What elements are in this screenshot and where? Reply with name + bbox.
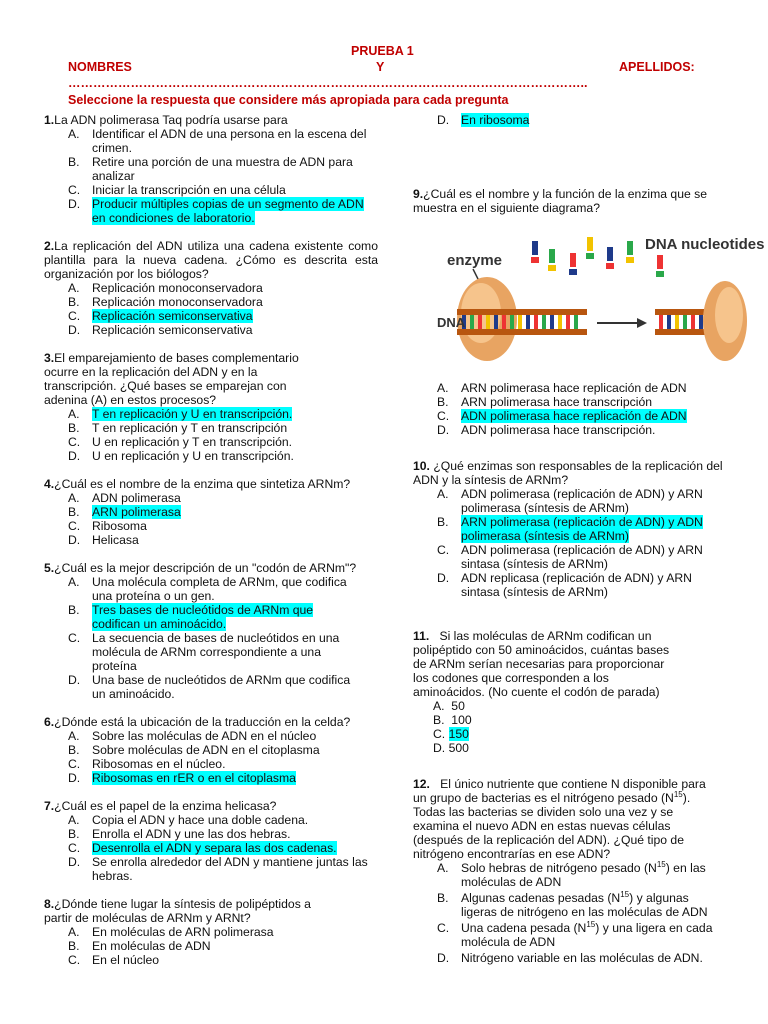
left-column	[44, 113, 378, 981]
question-text: La replicación del ADN utiliza una cadena existente como plantilla para la nueva cadena. ¿Cómo es descrita esta organización por los biólogos?	[44, 239, 378, 281]
question-10	[413, 459, 733, 599]
option-d[interactable]: D. Se enrolla alrededor del ADN y mantiene juntas las hebras.	[68, 855, 368, 883]
option-c-selected[interactable]: C. Replicación semiconservativa	[68, 309, 253, 323]
option-a-selected[interactable]: A. T en replicación y U en transcripción.	[68, 407, 293, 421]
question-number: 8.	[44, 897, 55, 911]
option-b[interactable]: B. T en replicación y T en transcripción	[68, 421, 288, 435]
question-number: 5.	[44, 561, 55, 575]
option-c[interactable]: C. Iniciar la transcripción en una célula	[68, 183, 286, 197]
option-a[interactable]: A. Solo hebras de nitrógeno pesado $(N^{15})$ en las moléculas de ADN	[437, 859, 706, 889]
option-d[interactable]: D. Helicasa	[68, 533, 139, 547]
option-b[interactable]: B. Algunas cadenas pesadas $(N^{15})$ y algunas ligeras de nitrógeno en las moléculas de ADN	[437, 889, 708, 919]
dna-polymerase-diagram	[407, 223, 765, 373]
option-b[interactable]: B. ARN polimerasa hace transcripción	[437, 395, 653, 409]
question-11	[413, 629, 733, 755]
option-b[interactable]: B. Retire una porción de una muestra de ADN para analizar	[68, 155, 353, 183]
question-12: 12. El único nutriente que contiene N disponible para un grupo de bacterias es el nitrógeno pesado $(N^{15})$. Todas las bacterias se dividen solo una vez y se examina el nuevo ADN en estas nuevas células (después de la replicación del ADN). ¿Qué tipo de nitrógeno encontrarías en ese ADN? A. Solo hebras de nitrógeno pesado $(N^{15})$ en las moléculas de ADN B. Algunas cadenas pesadas $(N^{15})$ y algunas ligeras de nitrógeno en las moléculas de ADN C. Una cadena pesada $(N^{15})$ y una ligera en cada molécula de ADN D. Nitrógeno variable en las moléculas de ADN.	[413, 777, 713, 965]
question-8	[44, 897, 378, 967]
option-d-selected[interactable]: D. Ribosomas en rER o en el citoplasma	[68, 771, 296, 785]
dna-label: DNA	[437, 315, 466, 330]
option-d[interactable]: D. Nitrógeno variable en las moléculas de ADN.	[437, 951, 703, 965]
enzyme-label: enzyme	[447, 252, 503, 269]
nucleotides-label: DNA nucleotides	[645, 236, 765, 253]
option-a[interactable]: A. 50	[433, 699, 465, 713]
question-text: ¿Cuál es el nombre y la función de la enzima que se muestra en el siguiente diagrama?	[413, 187, 708, 215]
question-number: 6.	[44, 715, 55, 729]
option-a[interactable]: A. En moléculas de ARN polimerasa	[68, 925, 274, 939]
question-text: ¿Qué enzimas son responsables de la replicación del ADN y la síntesis de ARNm?	[413, 459, 723, 487]
option-b-selected[interactable]: B. ARN polimerasa	[68, 505, 181, 519]
option-c[interactable]: C. ADN polimerasa (replicación de ADN) y ARN sintasa (síntesis de ARNm)	[437, 543, 703, 571]
question-4	[44, 477, 378, 547]
question-number: 11.	[413, 629, 430, 643]
option-d[interactable]: D. Una base de nucleótidos de ARNm que codifica un aminoácido.	[68, 673, 351, 701]
option-d-selected[interactable]: D. En ribosoma	[437, 113, 530, 127]
question-number: 10.	[413, 459, 430, 473]
option-c-selected[interactable]: C. ADN polimerasa hace replicación de ADN	[437, 409, 687, 423]
option-a[interactable]: A. Copia el ADN y hace una doble cadena.	[68, 813, 309, 827]
option-b-selected[interactable]: B. Tres bases de nucleótidos de ARNm que codifican un aminoácido.	[68, 603, 314, 631]
question-3	[44, 351, 378, 463]
option-d[interactable]: D. 500	[433, 741, 469, 755]
option-c[interactable]: C. Ribosomas en el núcleo.	[68, 757, 226, 771]
question-6	[44, 715, 378, 785]
option-c-selected[interactable]: C. 150	[433, 727, 469, 741]
question-text: El único nutriente que contiene N disponible para un grupo de bacterias es el nitrógeno pesado (N	[413, 777, 706, 805]
option-a[interactable]: A. Una molécula completa de ARNm, que codifica una proteína o un gen.	[68, 575, 347, 603]
option-b[interactable]: B. 100	[433, 713, 472, 727]
option-c[interactable]: C. La secuencia de bases de nucleótidos en una molécula de ARNm correspondiente a una proteína	[68, 631, 340, 673]
option-a[interactable]: A. ADN polimerasa	[68, 491, 181, 505]
option-c[interactable]: C. Una cadena pesada $(N^{15})$ y una ligera en cada molécula de ADN	[437, 919, 713, 949]
option-a[interactable]: A. ADN polimerasa (replicación de ADN) y ARN polimerasa (síntesis de ARNm)	[437, 487, 703, 515]
option-d[interactable]: D. U en replicación y U en transcripción.	[68, 449, 294, 463]
option-c[interactable]: C. Ribosoma	[68, 519, 147, 533]
option-b[interactable]: B. Enrolla el ADN y une las dos hebras.	[68, 827, 291, 841]
question-5	[44, 561, 378, 701]
option-c[interactable]: C. U en replicación y T en transcripción.	[68, 435, 293, 449]
question-text: ¿Cuál es el papel de la enzima helicasa?	[54, 799, 277, 813]
nombres-label: NOMBRES	[68, 60, 132, 74]
option-c-selected[interactable]: C. Desenrolla el ADN y separa las dos cadenas.	[68, 841, 337, 855]
question-text: ¿Cuál es la mejor descripción de un "codón de ARNm"?	[54, 561, 357, 575]
option-d[interactable]: D. Replicación semiconservativa	[68, 323, 253, 337]
question-number: 3.	[44, 351, 55, 365]
option-a[interactable]: A. Sobre las moléculas de ADN en el núcleo	[68, 729, 317, 743]
question-2	[44, 239, 378, 337]
name-dotted-line: ……………………………………………………………………………………………………………..	[68, 76, 588, 90]
question-number: 7.	[44, 799, 55, 813]
option-b[interactable]: B. Replicación monoconservadora	[68, 295, 263, 309]
option-d[interactable]: D. ADN replicasa (replicación de ADN) y ARN sintasa (síntesis de ARNm)	[437, 571, 692, 599]
option-a[interactable]: A. ARN polimerasa hace replicación de ADN	[437, 381, 687, 395]
question-number: 1.	[44, 113, 55, 127]
test-title: PRUEBA 1	[351, 44, 414, 58]
option-b-selected[interactable]: B. ARN polimerasa (replicación de ADN) y ADN polimerasa (síntesis de ARNm)	[437, 515, 703, 543]
question-9	[413, 187, 765, 437]
question-text: El emparejamiento de bases complementario ocurre en la replicación del ADN y en la transcripción. ¿Qué bases se emparejan con adenina (A) en estos procesos?	[44, 351, 299, 407]
apellidos-label: APELLIDOS:	[619, 60, 695, 74]
question-number: 4.	[44, 477, 55, 491]
option-b[interactable]: B. Sobre moléculas de ADN en el citoplasma	[68, 743, 320, 757]
question-text: ¿Cuál es el nombre de la enzima que sintetiza ARNm?	[54, 477, 351, 491]
question-text: ¿Dónde tiene lugar la síntesis de polipéptidos a partir de moléculas de ARNm y ARNt?	[44, 897, 311, 925]
option-d-selected[interactable]: D. Producir múltiples copias de un segmento de ADN en condiciones de laboratorio.	[68, 197, 364, 225]
question-number: 2.	[44, 239, 55, 253]
option-c[interactable]: C. En el núcleo	[68, 953, 160, 967]
right-column	[413, 113, 765, 979]
question-8-continued	[413, 113, 733, 127]
option-a[interactable]: A. Identificar el ADN de una persona en la escena del crimen.	[68, 127, 367, 155]
instruction: Seleccione la respuesta que considere más apropiada para cada pregunta	[68, 93, 509, 107]
option-a[interactable]: A. Replicación monoconservadora	[68, 281, 263, 295]
option-d[interactable]: D. ADN polimerasa hace transcripción.	[437, 423, 656, 437]
question-text: ¿Dónde está la ubicación de la traducción en la celda?	[54, 715, 351, 729]
question-text: Si las moléculas de ARNm codifican un polipéptido con 50 aminoácidos, cuántas bases de ARNm serían necesarias para proporcionar los codones que corresponden a los aminoácidos. (No cuente el codón de parada)	[413, 629, 670, 699]
question-number: 12.	[413, 777, 430, 791]
question-text: La ADN polimerasa Taq podría usarse para	[54, 113, 288, 127]
question-7	[44, 799, 378, 883]
question-1	[44, 113, 378, 225]
question-number: 9.	[413, 187, 424, 201]
y-label: Y	[376, 60, 385, 74]
option-b[interactable]: B. En moléculas de ADN	[68, 939, 211, 953]
arrow-head	[637, 318, 647, 328]
